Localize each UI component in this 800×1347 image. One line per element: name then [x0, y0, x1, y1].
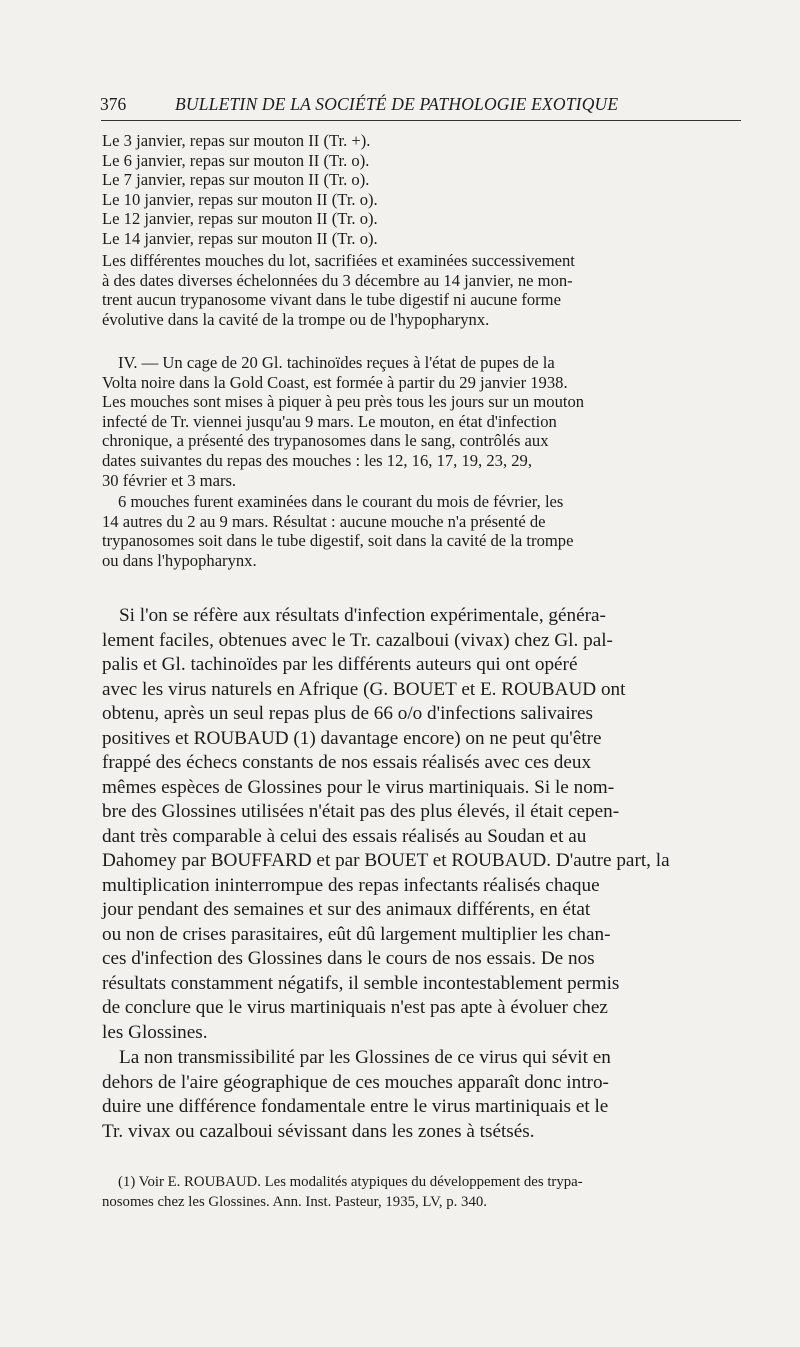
page-number: 376	[100, 94, 127, 114]
meal-line: Le 12 janvier, repas sur mouton II (Tr. o).	[102, 209, 378, 229]
experiment-iv-paragraph: IV. — Un cage de 20 Gl. tachinoïdes reçues à l'état de pupes de la Volta noire dans la Gold Coast, est formée à partir du 29 janvier 1938. Les mouches sont mises à piquer à peu près tous les jours sur un mouton infecté de Tr. viennei jusqu'au 9 mars. Le mouton, en état d'infection chronique, a présenté des trypanosomes dans le sang, contrôlés aux dates suivantes du repas des mouches : les 12, 16, 17, 19, 23, 29, 30 février et 3 mars.	[102, 353, 585, 490]
six-flies-paragraph: 6 mouches furent examinées dans le courant du mois de février, les 14 autres du 2 au 9 mars. Résultat : aucune mouche n'a présenté de trypanosomes soit dans le tube digestif, soit dans la cavité de la trompe ou dans l'hypopharynx.	[102, 492, 574, 570]
final-paragraph: La non transmissibilité par les Glossines de ce virus qui sévit en dehors de l'aire géographique de ces mouches apparaît donc intro- duire une différence fondamentale entre le virus martiniquais et le Tr. vivax ou cazalboui sévissant dans les zones à tsétsés.	[102, 1047, 611, 1142]
footnote: (1) Voir E. ROUBAUD. Les modalités atypiques du développement des trypa- nosomes chez les Glossines. Ann. Inst. Pasteur, 1935, LV, p. 340.	[102, 1174, 583, 1210]
conclusion-paragraph: Si l'on se réfère aux résultats d'infection expérimentale, généra- lement faciles, obtenues avec le Tr. cazalboui (vivax) chez Gl. pal- palis et Gl. tachinoïdes par les différents auteurs qui ont opéré avec les virus naturels en Afrique (G. BOUET et E. ROUBAUD ont obtenu, après un seul repas plus de 66 o/o d'infections salivaires positives et ROUBAUD (1) davantage encore) on ne peut qu'être frappé des échecs constants de nos essais réalisés avec ces deux mêmes espèces de Glossines pour le virus martiniquais. Si le nom- bre des Glossines utilisées n'était pas des plus élevés, il était cepen- dant très comparable à celui des essais réalisés au Soudan et au Dahomey par BOUFFARD et par BOUET et ROUBAUD. D'autre part, la multiplication ininterrompue des repas infectants réalisés chaque jour pendant des semaines et sur des animaux différents, en état ou non de crises parasitaires, eût dû largement multiplier les chan- ces d'infection des Glossines dans le cours de nos essais. De nos résultats constamment négatifs, il semble incontestablement permis de conclure que le virus martiniquais n'est pas apte à évoluer chez les Glossines.	[102, 605, 670, 1043]
meal-line: Le 3 janvier, repas sur mouton II (Tr. +).	[102, 131, 371, 150]
meal-line: Le 6 janvier, repas sur mouton II (Tr. o).	[102, 150, 370, 170]
meal-line: Le 14 janvier, repas sur mouton II (Tr. o).	[102, 228, 378, 248]
results-paragraph: Les différentes mouches du lot, sacrifiées et examinées successivement à des dates diverses échelonnées du 3 décembre au 14 janvier, ne mon- trent aucun trypanosome vivant dans le tube digestif ni aucune forme évolutive dans la cavité de la trompe ou de l'hypopharynx.	[102, 251, 575, 329]
header-rule	[101, 120, 741, 121]
meal-line: Le 7 janvier, repas sur mouton II (Tr. o).	[102, 170, 370, 190]
meal-line: Le 10 janvier, repas sur mouton II (Tr. o).	[102, 189, 378, 209]
running-title: BULLETIN DE LA SOCIÉTÉ DE PATHOLOGIE EXOTIQUE	[175, 94, 619, 114]
meal-log-list	[102, 131, 741, 249]
